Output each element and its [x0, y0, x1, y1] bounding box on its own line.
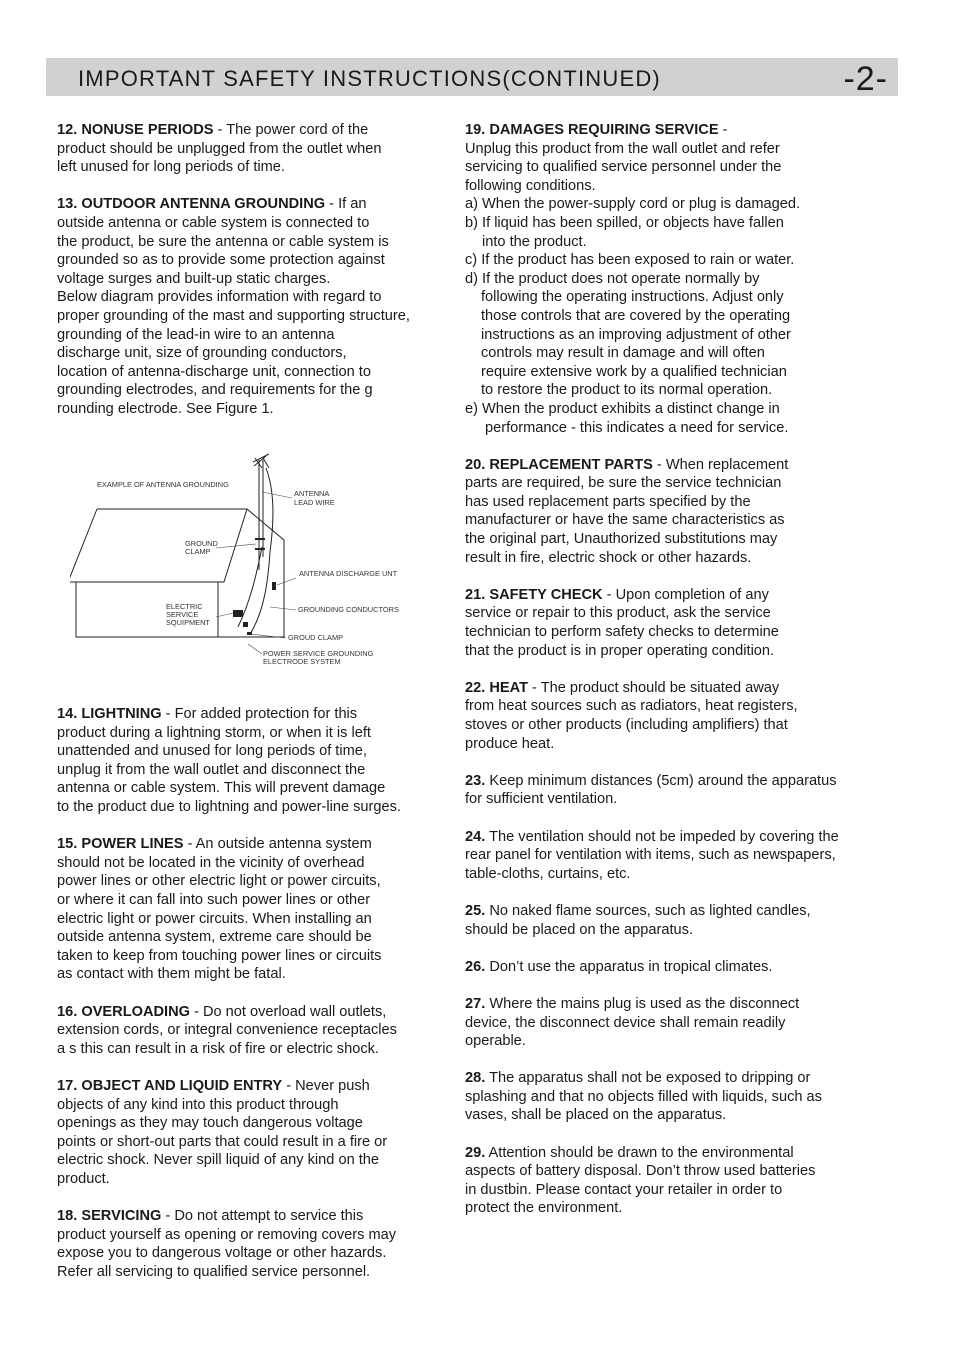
section-heading: 23.	[465, 772, 486, 789]
section-heading: 25.	[465, 902, 486, 919]
section-15	[57, 835, 449, 984]
text-line: grounding electrodes, and requirements for the g	[57, 382, 373, 399]
text-line: manufacturer or have the same characteristics as	[465, 512, 785, 529]
text-line: service or repair to this product, ask the service	[465, 605, 771, 622]
text-line: taken to keep from touching power lines or circuits	[57, 947, 382, 964]
section-heading: 29.	[465, 1144, 486, 1161]
section-19	[465, 121, 885, 437]
label-power-service: POWER SERVICE GROUNDING	[263, 649, 374, 658]
section-28	[465, 1069, 885, 1125]
label-electrode-system: ELECTRODE SYSTEM	[263, 657, 341, 666]
text-line: left unused for long periods of time.	[57, 159, 285, 176]
text-line: product yourself as opening or removing covers may	[57, 1226, 397, 1243]
label-equipment: SQUIPMENT	[166, 618, 210, 627]
text-line: following conditions.	[465, 177, 596, 194]
label-lead-wire: LEAD WIRE	[294, 498, 335, 507]
list-item: a) When the power-supply cord or plug is damaged.	[465, 196, 801, 213]
list-item: e) When the product exhibits a distinct change in	[465, 400, 780, 417]
section-heading: 26.	[465, 958, 486, 975]
section-heading: 14. LIGHTNING	[57, 706, 162, 723]
label-clamp: CLAMP	[185, 547, 211, 556]
text-line: rear panel for ventilation with items, such as newspapers,	[465, 847, 836, 864]
text-line: or where it can fall into such power lines or other	[57, 892, 371, 909]
text-line: - If an	[325, 196, 367, 213]
list-item: those controls that are covered by the operating	[481, 307, 791, 324]
text-line: aspects of battery disposal. Don’t throw used batteries	[465, 1163, 816, 1180]
text-line: outside antenna or cable system is connected to	[57, 214, 370, 231]
section-24	[465, 828, 885, 884]
section-21	[465, 586, 885, 660]
text-line: unplug it from the wall outlet and disconnect the	[57, 761, 366, 778]
label-antenna: ANTENNA	[294, 489, 330, 498]
list-item: into the product.	[482, 233, 587, 250]
text-line: grounding of the lead-in wire to an antenna	[57, 326, 335, 343]
section-25	[465, 902, 885, 939]
text-line: product during a lightning storm, or when it is left	[57, 724, 371, 741]
text-line: Unplug this product from the wall outlet and refer	[465, 140, 780, 157]
text-line: points or short-out parts that could result in a fire or	[57, 1133, 388, 1150]
list-item: d) If the product does not operate normally by	[465, 270, 760, 287]
text-line: - Upon completion of any	[602, 586, 769, 603]
text-line: Don’t use the apparatus in tropical climates.	[485, 958, 773, 975]
text-line: Keep minimum distances (5cm) around the apparatus	[485, 772, 837, 789]
section-heading: 12. NONUSE PERIODS	[57, 122, 214, 138]
text-line: Attention should be drawn to the environmental	[485, 1144, 794, 1161]
text-line: technician to perform safety checks to determine	[465, 624, 779, 641]
section-heading: 24.	[465, 828, 486, 845]
text-line: The apparatus shall not be exposed to dripping or	[485, 1070, 811, 1087]
text-line: objects of any kind into this product through	[57, 1096, 339, 1113]
list-item: following the operating instructions. Adjust only	[481, 289, 784, 306]
text-line: - Never push	[282, 1077, 370, 1094]
text-line: outside antenna system, extreme care should be	[57, 929, 372, 946]
text-line: Refer all servicing to qualified service personnel.	[57, 1263, 371, 1280]
text-line: discharge unit, size of grounding conductors,	[57, 345, 347, 362]
section-heading: 22. HEAT	[465, 679, 528, 696]
list-item: b) If liquid has been spilled, or objects have fallen	[465, 214, 784, 231]
text-line: expose you to dangerous voltage or other hazards.	[57, 1245, 387, 1262]
section-14	[57, 705, 449, 817]
label-service: SERVICE	[166, 610, 199, 619]
list-item: require extensive work by a qualified technician	[481, 363, 787, 380]
text-line: The ventilation should not be impeded by covering the	[485, 828, 839, 845]
text-line: parts are required, be sure the service technician	[465, 475, 782, 492]
text-line: protect the environment.	[465, 1200, 623, 1217]
antenna-grounding-diagram	[70, 452, 420, 672]
section-heading: 15. POWER LINES	[57, 836, 184, 853]
page-title: IMPORTANT SAFETY INSTRUCTIONS(CONTINUED)	[78, 66, 661, 91]
section-23	[465, 772, 885, 809]
text-line: to the product due to lightning and power-line surges.	[57, 799, 401, 816]
list-item: controls may result in damage and will often	[481, 345, 765, 362]
section-heading: 27.	[465, 995, 486, 1012]
label-groud-clamp: GROUD CLAMP	[288, 633, 344, 642]
section-22	[465, 679, 885, 753]
section-18	[57, 1207, 449, 1281]
text-line: a s this can result in a risk of fire or electric shock.	[57, 1040, 379, 1057]
text-line: from heat sources such as radiators, heat registers,	[465, 698, 798, 715]
section-heading: 18. SERVICING	[57, 1208, 162, 1225]
section-26	[465, 958, 885, 977]
header-bar	[46, 58, 898, 96]
text-line: the product, be sure the antenna or cable system is	[57, 233, 389, 250]
label-ground: GROUND	[185, 539, 218, 548]
text-line: grounded so as to provide some protection against	[57, 252, 385, 269]
text-line: Where the mains plug is used as the disconnect	[485, 995, 800, 1012]
text-line: - Do not attempt to service this	[161, 1208, 364, 1225]
text-line: - For added protection for this	[161, 706, 358, 723]
text-line: product.	[57, 1170, 110, 1187]
text-line: -	[718, 122, 728, 138]
section-27	[465, 995, 885, 1051]
section-16	[57, 1003, 449, 1059]
text-line: - An outside antenna system	[183, 836, 372, 853]
section-12	[57, 121, 449, 177]
text-line: should be placed on the apparatus.	[465, 921, 693, 938]
section-29	[465, 1144, 885, 1218]
text-line: splashing and that no objects filled with liquids, such as	[465, 1088, 822, 1105]
text-line: for sufficient ventilation.	[465, 791, 618, 808]
section-heading: 16. OVERLOADING	[57, 1003, 190, 1020]
text-line: location of antenna-discharge unit, connection to	[57, 363, 371, 380]
label-discharge-unit: ANTENNA DISCHARGE UNT	[299, 569, 398, 578]
text-line: unattended and unused for long periods of time,	[57, 743, 367, 760]
text-line: electric shock. Never spill liquid of any kind on the	[57, 1152, 380, 1169]
section-20	[465, 456, 885, 568]
section-heading: 19. DAMAGES REQUIRING SERVICE	[465, 122, 719, 138]
text-line: No naked flame sources, such as lighted candles,	[485, 902, 811, 919]
text-line: device, the disconnect device shall remain readily	[465, 1014, 786, 1031]
label-electric: ELECTRIC	[166, 602, 203, 611]
text-line: the original part, Unauthorized substitutions may	[465, 531, 778, 548]
list-item: performance - this indicates a need for service.	[485, 419, 789, 436]
text-line: result in fire, electric shock or other hazards.	[465, 549, 752, 566]
section-heading: 13. OUTDOOR ANTENNA GROUNDING	[57, 196, 326, 213]
text-line: in dustbin. Please contact your retailer in order to	[465, 1181, 783, 1198]
text-line: that the product is in proper operating condition.	[465, 642, 775, 659]
text-line: proper grounding of the mast and supporting structure,	[57, 307, 410, 324]
text-line: openings as they may touch dangerous voltage	[57, 1115, 363, 1132]
text-line: Below diagram provides information with regard to	[57, 289, 382, 306]
section-heading: 20. REPLACEMENT PARTS	[465, 456, 653, 473]
list-item: instructions as an improving adjustment of other	[481, 326, 791, 343]
text-line: rounding electrode. See Figure 1.	[57, 400, 274, 417]
text-line: table-cloths, curtains, etc.	[465, 865, 631, 882]
text-line: power lines or other electric light or power circuits,	[57, 873, 381, 890]
text-line: extension cords, or integral convenience receptacles	[57, 1022, 397, 1039]
list-item: c) If the product has been exposed to rain or water.	[465, 252, 795, 269]
section-heading: 21. SAFETY CHECK	[465, 586, 603, 603]
text-line: - Do not overload wall outlets,	[190, 1003, 387, 1020]
text-line: - The power cord of the	[213, 122, 369, 138]
text-line: antenna or cable system. This will prevent damage	[57, 780, 386, 797]
diagram-title: EXAMPLE OF ANTENNA GROUNDING	[97, 480, 229, 489]
text-line: as contact with them might be fatal.	[57, 966, 286, 983]
list-item: to restore the product to its normal operation.	[481, 382, 773, 399]
text-line: produce heat.	[465, 735, 555, 752]
text-line: - The product should be situated away	[528, 679, 780, 696]
section-heading: 17. OBJECT AND LIQUID ENTRY	[57, 1077, 283, 1094]
text-line: product should be unplugged from the outlet when	[57, 140, 382, 157]
text-line: stoves or other products (including amplifiers) that	[465, 717, 788, 733]
right-column	[465, 121, 885, 1237]
left-column	[57, 121, 449, 1300]
section-13	[57, 195, 449, 418]
text-line: voltage surges and built-up static charges.	[57, 270, 331, 287]
text-line: servicing to qualified service personnel under the	[465, 159, 782, 176]
text-line: vases, shall be placed on the apparatus.	[465, 1107, 727, 1124]
text-line: electric light or power circuits. When installing an	[57, 910, 372, 927]
text-line: operable.	[465, 1033, 526, 1050]
label-grounding-conductors: GROUNDING CONDUCTORS	[298, 605, 399, 614]
text-line: should not be located in the vicinity of overhead	[57, 854, 365, 871]
section-17	[57, 1077, 449, 1189]
text-line: has used replacement parts specified by the	[465, 493, 751, 510]
page-number: -2-	[843, 60, 888, 98]
section-heading: 28.	[465, 1070, 486, 1087]
text-line: - When replacement	[652, 456, 789, 473]
